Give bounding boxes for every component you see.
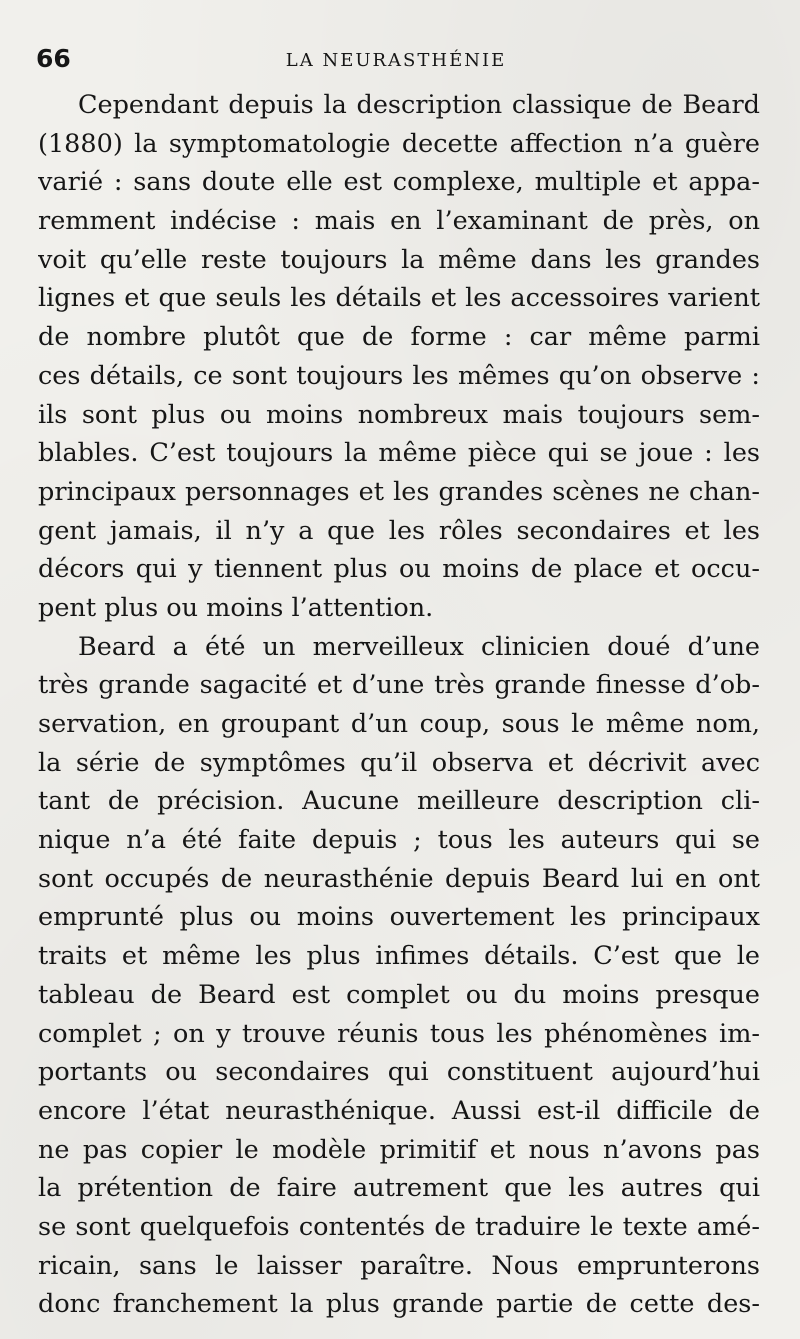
text-line: la série de symptômes qu’il observa et décrivit avec	[38, 747, 760, 778]
text-line: remment indécise : mais en l’examinant de près, on	[38, 206, 760, 237]
text-line: se sont quelquefois contentés de traduire le texte amé-	[38, 1211, 760, 1242]
text-line: ne pas copier le modèle primitif et nous n’avons pas	[38, 1134, 760, 1165]
text-line: blables. C’est toujours la même pièce qui se joue : les	[38, 438, 760, 469]
text-line: ces détails, ce sont toujours les mêmes qu’on observe :	[38, 360, 760, 391]
text-line: servation, en groupant d’un coup, sous le même nom,	[38, 709, 760, 739]
running-head: LA NEURASTHÉNIE	[285, 50, 507, 71]
text-line: complet ; on y trouve réunis tous les phénomènes im-	[38, 1018, 760, 1049]
text-line: lignes et que seuls les détails et les accessoires varient	[38, 283, 760, 314]
text-line: Cependant depuis la description classique de Beard	[78, 90, 760, 120]
text-line: la prétention de faire autrement que les autres qui	[38, 1173, 760, 1204]
body-text	[38, 86, 760, 1324]
text-line: portants ou secondaires qui constituent aujourd’hui	[38, 1057, 760, 1088]
text-line: ils sont plus ou moins nombreux mais toujours sem-	[38, 399, 760, 430]
text-line: pent plus ou moins l’attention.	[38, 592, 434, 623]
page-header	[36, 44, 760, 76]
text-line: emprunté plus ou moins ouvertement les principaux	[38, 902, 760, 933]
text-line: de nombre plutôt que de forme : car même parmi	[38, 322, 760, 353]
text-line: voit qu’elle reste toujours la même dans les grandes	[38, 244, 760, 275]
text-line: principaux personnages et les grandes scènes ne chan-	[38, 476, 760, 507]
text-line: varié : sans doute elle est complexe, multiple et appa-	[38, 167, 760, 198]
text-line: gent jamais, il n’y a que les rôles secondaires et les	[38, 515, 760, 546]
text-line: Beard a été un merveilleux clinicien doué d’une	[78, 631, 760, 662]
text-line: nique n’a été faite depuis ; tous les auteurs qui se	[38, 825, 760, 856]
text-line: encore l’état neurasthénique. Aussi est-il difficile de	[38, 1095, 760, 1126]
text-line: décors qui y tiennent plus ou moins de place et occu-	[38, 554, 760, 585]
text-line: très grande sagacité et d’une très grande finesse d’ob-	[38, 670, 760, 701]
text-line: donc franchement la plus grande partie de cette des-	[38, 1289, 760, 1320]
text-line: ricain, sans le laisser paraître. Nous emprunterons	[38, 1250, 760, 1281]
text-line: (1880) la symptomatologie decette affection n’a guère	[38, 128, 760, 159]
text-line: tableau de Beard est complet ou du moins presque	[38, 979, 760, 1010]
text-line: tant de précision. Aucune meilleure description cli-	[38, 786, 760, 817]
text-line: traits et même les plus infimes détails. C’est que le	[38, 941, 760, 972]
page-number: 66	[36, 44, 71, 73]
text-line: sont occupés de neurasthénie depuis Beard lui en ont	[38, 863, 760, 894]
